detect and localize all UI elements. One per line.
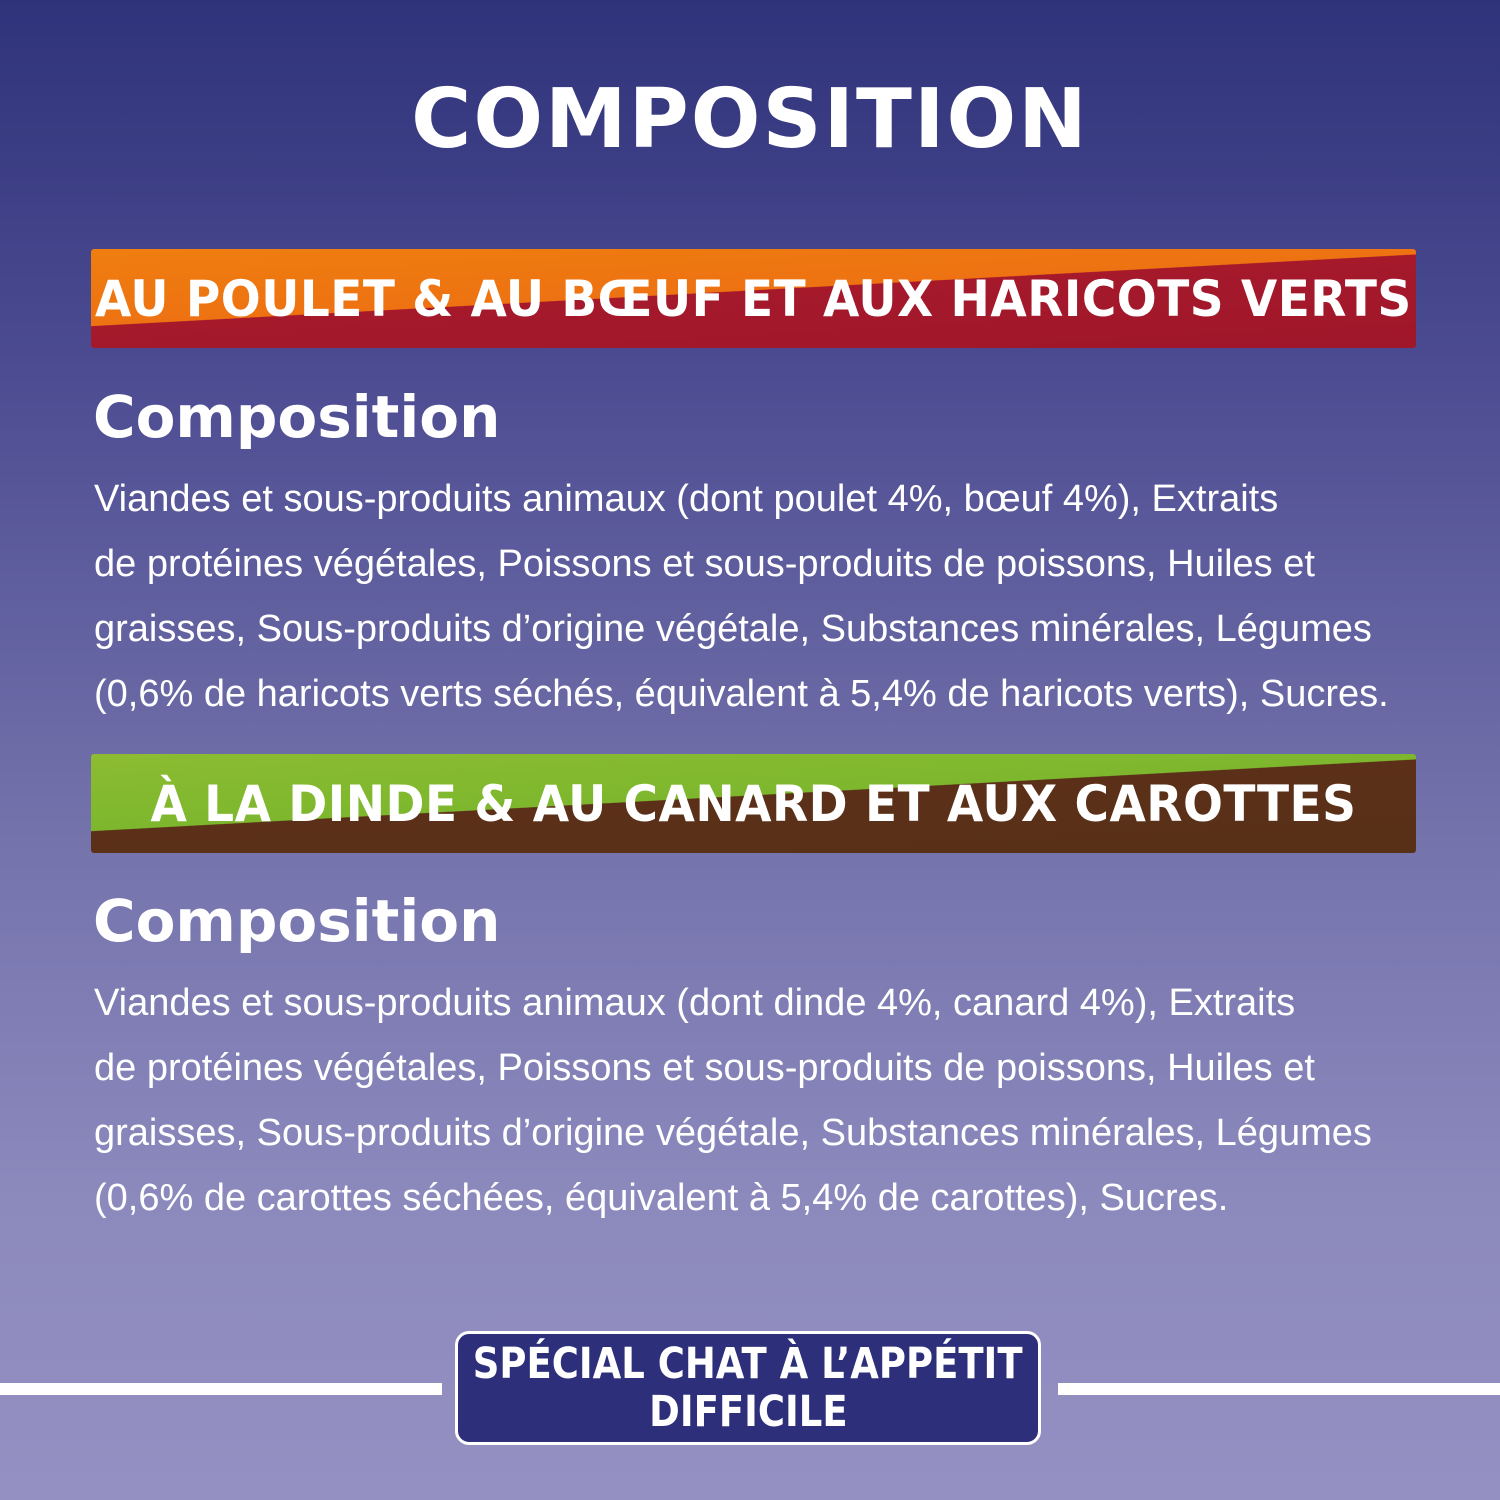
- banner-turkey-duck-label: À LA DINDE & AU CANARD ET AUX CAROTTES: [150, 774, 1357, 833]
- divider-left: [0, 1383, 442, 1395]
- main-title: COMPOSITION: [411, 72, 1089, 167]
- ingredients-line: graisses, Sous-produits d’origine végétale, Substances minérales, Légumes: [94, 1112, 1372, 1154]
- ingredients-line: (0,6% de haricots verts séchés, équivalent à 5,4% de haricots verts), Sucres.: [94, 673, 1389, 715]
- badge-line-2: DIFFICILE: [648, 1387, 848, 1437]
- ingredients-line: Viandes et sous-produits animaux (dont poulet 4%, bœuf 4%), Extraits: [94, 478, 1279, 520]
- badge-line-1: SPÉCIAL CHAT À L’APPÉTIT: [473, 1339, 1023, 1389]
- ingredients-line: de protéines végétales, Poissons et sous-produits de poissons, Huiles et: [94, 543, 1315, 585]
- banner-chicken-beef: [91, 249, 1416, 348]
- ingredients-turkey-duck: [94, 971, 1414, 1231]
- ingredients-line: graisses, Sous-produits d’origine végétale, Substances minérales, Légumes: [94, 608, 1372, 650]
- ingredients-line: de protéines végétales, Poissons et sous-produits de poissons, Huiles et: [94, 1047, 1315, 1089]
- banner-chicken-beef-label: AU POULET & AU BŒUF ET AUX HARICOTS VERTS: [95, 269, 1412, 328]
- divider-right: [1058, 1383, 1500, 1395]
- ingredients-line: (0,6% de carottes séchées, équivalent à 5,4% de carottes), Sucres.: [94, 1177, 1229, 1219]
- section-heading-chicken-beef: Composition: [93, 383, 501, 451]
- ingredients-chicken-beef: [94, 467, 1414, 727]
- special-cat-badge: [455, 1331, 1041, 1445]
- banner-turkey-duck: [91, 754, 1416, 853]
- section-heading-turkey-duck: Composition: [93, 887, 501, 955]
- ingredients-line: Viandes et sous-produits animaux (dont dinde 4%, canard 4%), Extraits: [94, 982, 1296, 1024]
